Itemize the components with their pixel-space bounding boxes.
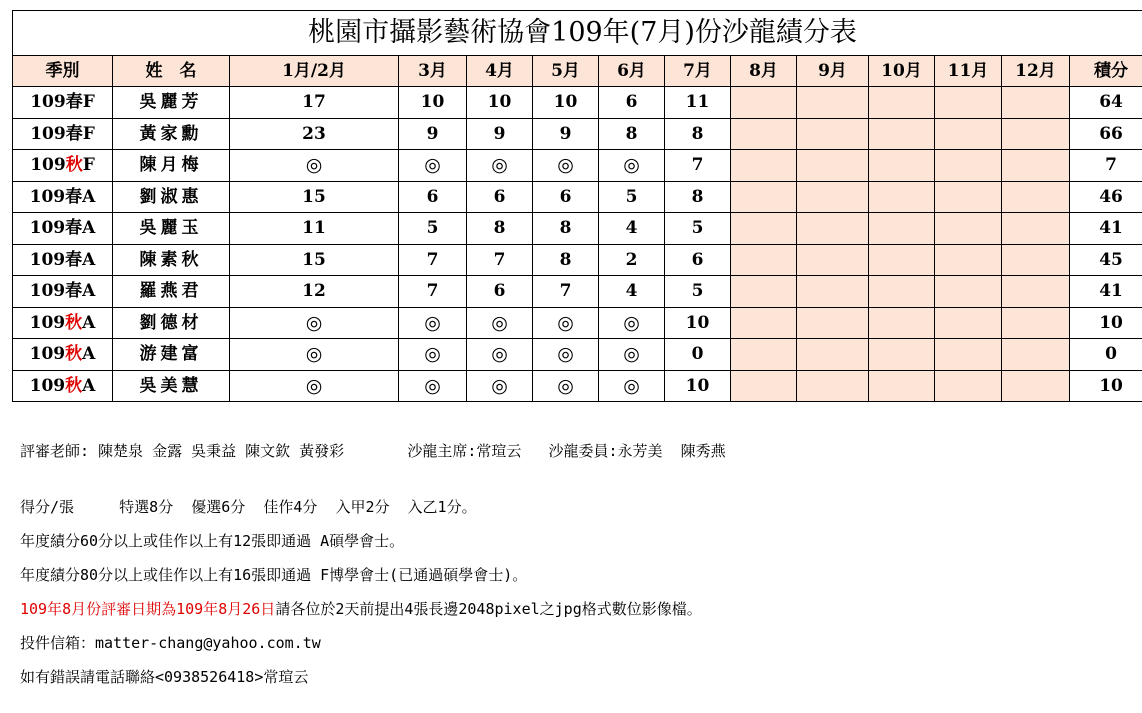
score-cell: 7 bbox=[399, 244, 467, 276]
score-cell: 6 bbox=[665, 244, 731, 276]
score-cell bbox=[935, 339, 1002, 371]
score-cell: 4 bbox=[599, 276, 665, 308]
score-cell bbox=[1002, 339, 1070, 371]
column-header: 1月/2月 bbox=[230, 56, 399, 87]
score-cell bbox=[869, 213, 935, 245]
season-term: 春 bbox=[65, 123, 83, 144]
season-year: 109 bbox=[30, 123, 66, 144]
score-cell: 6 bbox=[533, 181, 599, 213]
rule-a-line: 年度績分60分以上或佳作以上有12張即通過 A碩學會士。 bbox=[20, 532, 405, 550]
rule-f-line: 年度績分80分以上或佳作以上有16張即通過 F博學會士(已通過碩學會士)。 bbox=[20, 566, 528, 584]
email-line: 投件信箱：matter-chang@yahoo.com.tw bbox=[20, 634, 321, 652]
score-cell bbox=[1002, 213, 1070, 245]
season-cell bbox=[13, 276, 113, 308]
score-cell: 7 bbox=[533, 276, 599, 308]
column-header: 8月 bbox=[731, 56, 797, 87]
score-cell: ◎ bbox=[230, 339, 399, 371]
score-cell bbox=[731, 150, 797, 182]
score-cell: ◎ bbox=[230, 307, 399, 339]
season-year: 109 bbox=[29, 312, 66, 333]
season-grade: F bbox=[82, 155, 95, 176]
score-cell: 6 bbox=[599, 87, 665, 119]
score-cell bbox=[797, 213, 869, 245]
score-cell bbox=[1002, 118, 1070, 150]
season-cell bbox=[13, 118, 113, 150]
total-score: 41 bbox=[1070, 276, 1142, 308]
table-row bbox=[13, 181, 1142, 213]
season-term: 秋 bbox=[65, 155, 83, 176]
table-row bbox=[13, 276, 1142, 308]
member-name: 劉淑惠 bbox=[113, 181, 230, 213]
score-cell: 10 bbox=[533, 87, 599, 119]
season-term: 春 bbox=[65, 218, 83, 239]
column-header: 6月 bbox=[599, 56, 665, 87]
score-cell: 8 bbox=[665, 181, 731, 213]
score-cell bbox=[935, 118, 1002, 150]
score-cell bbox=[1002, 87, 1070, 119]
member-name: 羅燕君 bbox=[113, 276, 230, 308]
season-year: 109 bbox=[29, 375, 66, 396]
column-header: 季別 bbox=[13, 56, 113, 87]
score-cell bbox=[869, 276, 935, 308]
score-cell bbox=[797, 150, 869, 182]
member-name: 吳美慧 bbox=[113, 370, 230, 402]
score-cell: 17 bbox=[230, 87, 399, 119]
season-cell bbox=[13, 213, 113, 245]
score-cell bbox=[731, 87, 797, 119]
score-cell bbox=[869, 339, 935, 371]
score-cell: 9 bbox=[399, 118, 467, 150]
total-score: 66 bbox=[1070, 118, 1142, 150]
score-cell: ◎ bbox=[467, 370, 533, 402]
score-cell bbox=[1002, 244, 1070, 276]
season-grade: A bbox=[82, 312, 96, 333]
score-cell bbox=[797, 244, 869, 276]
score-cell bbox=[797, 370, 869, 402]
member-name: 劉德材 bbox=[113, 307, 230, 339]
table-row bbox=[13, 150, 1142, 182]
score-cell: 10 bbox=[665, 370, 731, 402]
season-cell bbox=[13, 150, 113, 182]
table-row bbox=[13, 244, 1142, 276]
score-cell: ◎ bbox=[599, 307, 665, 339]
score-cell: ◎ bbox=[533, 370, 599, 402]
score-cell bbox=[1002, 276, 1070, 308]
score-cell bbox=[935, 244, 1002, 276]
member-name: 吳麗芳 bbox=[113, 87, 230, 119]
column-header: 3月 bbox=[399, 56, 467, 87]
score-cell: ◎ bbox=[599, 150, 665, 182]
score-sheet bbox=[12, 10, 1132, 402]
table-row bbox=[13, 118, 1142, 150]
score-cell: ◎ bbox=[399, 150, 467, 182]
score-cell: 8 bbox=[533, 213, 599, 245]
member-name: 陳月梅 bbox=[113, 150, 230, 182]
score-cell bbox=[935, 213, 1002, 245]
score-cell: ◎ bbox=[533, 339, 599, 371]
score-cell bbox=[731, 213, 797, 245]
member-name: 陳素秋 bbox=[113, 244, 230, 276]
score-cell: 8 bbox=[467, 213, 533, 245]
total-score: 41 bbox=[1070, 213, 1142, 245]
score-cell: ◎ bbox=[467, 339, 533, 371]
column-header: 11月 bbox=[935, 56, 1002, 87]
total-score: 10 bbox=[1070, 370, 1142, 402]
column-header: 9月 bbox=[797, 56, 869, 87]
total-score: 7 bbox=[1070, 150, 1142, 182]
score-cell: 11 bbox=[230, 213, 399, 245]
table-row bbox=[13, 213, 1142, 245]
season-grade: A bbox=[82, 186, 96, 207]
season-grade: F bbox=[82, 92, 95, 113]
score-cell: ◎ bbox=[230, 370, 399, 402]
score-cell: ◎ bbox=[599, 370, 665, 402]
score-cell bbox=[869, 87, 935, 119]
column-header: 7月 bbox=[665, 56, 731, 87]
score-cell: 9 bbox=[467, 118, 533, 150]
score-cell: 7 bbox=[399, 276, 467, 308]
season-term: 春 bbox=[65, 186, 83, 207]
score-cell bbox=[731, 181, 797, 213]
season-grade: A bbox=[82, 249, 96, 270]
score-cell bbox=[935, 307, 1002, 339]
table-row bbox=[13, 370, 1142, 402]
season-grade: A bbox=[82, 375, 96, 396]
season-year: 109 bbox=[30, 92, 66, 113]
score-cell: 7 bbox=[467, 244, 533, 276]
score-cell bbox=[1002, 370, 1070, 402]
member-name: 吳麗玉 bbox=[113, 213, 230, 245]
score-cell bbox=[731, 244, 797, 276]
table-body bbox=[13, 87, 1142, 402]
score-cell: 8 bbox=[599, 118, 665, 150]
score-cell bbox=[935, 150, 1002, 182]
season-cell bbox=[13, 87, 113, 119]
score-cell bbox=[869, 370, 935, 402]
score-cell bbox=[869, 118, 935, 150]
score-cell bbox=[731, 307, 797, 339]
season-term: 春 bbox=[65, 281, 83, 302]
column-header-row bbox=[13, 56, 1142, 87]
season-term: 秋 bbox=[65, 344, 83, 365]
total-score: 46 bbox=[1070, 181, 1142, 213]
score-cell: 11 bbox=[665, 87, 731, 119]
season-year: 109 bbox=[29, 281, 66, 302]
season-term: 秋 bbox=[65, 312, 83, 333]
season-year: 109 bbox=[29, 344, 66, 365]
score-cell bbox=[935, 181, 1002, 213]
member-name: 黃家勳 bbox=[113, 118, 230, 150]
season-year: 109 bbox=[29, 218, 66, 239]
season-year: 109 bbox=[29, 249, 66, 270]
score-cell: 4 bbox=[599, 213, 665, 245]
total-score: 0 bbox=[1070, 339, 1142, 371]
review-date-highlight: 109年8月份評審日期為109年8月26日 bbox=[20, 600, 276, 618]
season-cell bbox=[13, 181, 113, 213]
score-cell bbox=[797, 276, 869, 308]
score-cell: ◎ bbox=[399, 370, 467, 402]
member-name: 游建富 bbox=[113, 339, 230, 371]
column-header: 10月 bbox=[869, 56, 935, 87]
season-grade: A bbox=[82, 344, 96, 365]
score-cell bbox=[935, 370, 1002, 402]
score-cell: ◎ bbox=[467, 307, 533, 339]
score-cell bbox=[731, 276, 797, 308]
score-cell bbox=[797, 181, 869, 213]
season-term: 春 bbox=[65, 249, 83, 270]
season-cell bbox=[13, 339, 113, 371]
review-date-line bbox=[20, 598, 1130, 620]
total-score: 45 bbox=[1070, 244, 1142, 276]
score-cell: ◎ bbox=[399, 339, 467, 371]
score-cell bbox=[797, 87, 869, 119]
notes-section bbox=[20, 440, 1130, 688]
column-header: 姓 名 bbox=[113, 56, 230, 87]
season-term: 春 bbox=[65, 92, 83, 113]
judges-line: 評審老師: 陳楚泉 金露 吳秉益 陳文欽 黃發彩 沙龍主席:常瑄云 沙龍委員:永芳美 陳秀燕 bbox=[20, 442, 726, 460]
score-cell: 5 bbox=[665, 213, 731, 245]
score-cell bbox=[869, 307, 935, 339]
score-cell: 12 bbox=[230, 276, 399, 308]
score-cell: 5 bbox=[665, 276, 731, 308]
score-cell: 6 bbox=[399, 181, 467, 213]
season-grade: A bbox=[82, 218, 96, 239]
score-cell: 10 bbox=[665, 307, 731, 339]
score-cell: 5 bbox=[399, 213, 467, 245]
score-cell: 6 bbox=[467, 276, 533, 308]
score-cell: 8 bbox=[533, 244, 599, 276]
score-cell: 10 bbox=[467, 87, 533, 119]
review-date-rest: 請各位於2天前提出4張長邊2048pixel之jpg格式數位影像檔。 bbox=[275, 600, 702, 618]
column-header: 12月 bbox=[1002, 56, 1070, 87]
score-cell: 7 bbox=[665, 150, 731, 182]
total-score: 10 bbox=[1070, 307, 1142, 339]
table-row bbox=[13, 339, 1142, 371]
contact-line: 如有錯誤請電話聯絡<0938526418>常瑄云 bbox=[20, 668, 309, 686]
season-grade: F bbox=[82, 123, 95, 144]
score-cell: 5 bbox=[599, 181, 665, 213]
score-cell: 0 bbox=[665, 339, 731, 371]
table-row bbox=[13, 307, 1142, 339]
column-header: 4月 bbox=[467, 56, 533, 87]
score-cell: 6 bbox=[467, 181, 533, 213]
total-score: 64 bbox=[1070, 87, 1142, 119]
season-cell bbox=[13, 307, 113, 339]
season-cell bbox=[13, 370, 113, 402]
score-cell: ◎ bbox=[599, 339, 665, 371]
score-table bbox=[12, 10, 1142, 402]
score-cell: ◎ bbox=[533, 307, 599, 339]
score-cell bbox=[797, 118, 869, 150]
score-cell: 10 bbox=[399, 87, 467, 119]
score-cell bbox=[869, 181, 935, 213]
score-cell bbox=[797, 307, 869, 339]
score-cell bbox=[935, 276, 1002, 308]
score-cell: ◎ bbox=[399, 307, 467, 339]
score-cell bbox=[869, 150, 935, 182]
season-cell bbox=[13, 244, 113, 276]
score-cell: 2 bbox=[599, 244, 665, 276]
table-row bbox=[13, 87, 1142, 119]
scoring-line: 得分/張 特選8分 優選6分 佳作4分 入甲2分 入乙1分。 bbox=[20, 498, 477, 516]
season-term: 秋 bbox=[65, 375, 83, 396]
season-year: 109 bbox=[30, 155, 66, 176]
score-cell: 15 bbox=[230, 244, 399, 276]
score-cell bbox=[731, 118, 797, 150]
score-cell: 23 bbox=[230, 118, 399, 150]
score-cell: ◎ bbox=[533, 150, 599, 182]
score-cell bbox=[1002, 181, 1070, 213]
score-cell bbox=[797, 339, 869, 371]
sheet-title: 桃園市攝影藝術協會109年(7月)份沙龍績分表 bbox=[13, 11, 1142, 56]
score-cell: 8 bbox=[665, 118, 731, 150]
score-cell bbox=[869, 244, 935, 276]
score-cell: 9 bbox=[533, 118, 599, 150]
season-year: 109 bbox=[29, 186, 66, 207]
score-cell bbox=[1002, 150, 1070, 182]
score-cell bbox=[1002, 307, 1070, 339]
column-header: 5月 bbox=[533, 56, 599, 87]
score-cell bbox=[731, 339, 797, 371]
score-cell bbox=[935, 87, 1002, 119]
score-cell: ◎ bbox=[230, 150, 399, 182]
column-header: 積分 bbox=[1070, 56, 1142, 87]
score-cell: 15 bbox=[230, 181, 399, 213]
score-cell: ◎ bbox=[467, 150, 533, 182]
score-cell bbox=[731, 370, 797, 402]
season-grade: A bbox=[82, 281, 96, 302]
